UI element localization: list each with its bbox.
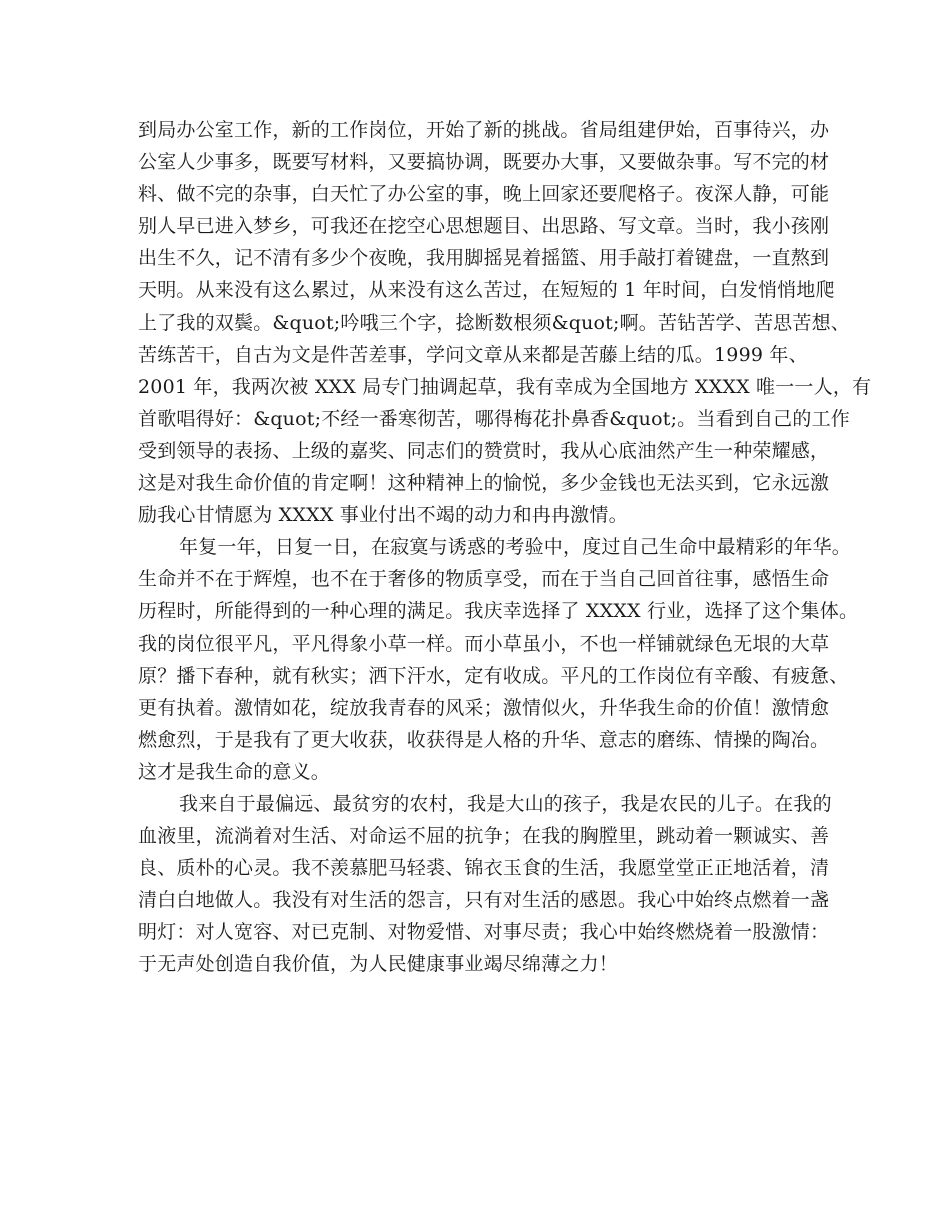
text-line: 更有执着。激情如花，绽放我青春的风采；激情似火，升华我生命的价值！激情愈 (138, 696, 830, 719)
text-line: 历程时，所能得到的一种心理的满足。我庆幸选择了 XXXX 行业，选择了这个集体。 (138, 600, 859, 623)
text-line: 天明。从来没有这么累过，从来没有这么苦过，在短短的 1 年时间，白发悄悄地爬 (138, 279, 835, 302)
text-line: 上了我的双鬓。&quot;吟哦三个字，捻断数根须&quot;啊。苦钻苦学、苦思苦想、 (138, 311, 850, 334)
text-line: 血液里，流淌着对生活、对命运不屈的抗争；在我的胸膛里，跳动着一颗诚实、善 (138, 825, 830, 848)
text-line: 清白白地做人。我没有对生活的怨言，只有对生活的感恩。我心中始终点燃着一盏 (138, 889, 830, 912)
text-line: 2001 年，我两次被 XXX 局专门抽调起草，我有幸成为全国地方 XXXX 唯一一人，有 (138, 375, 872, 398)
text-line: 别人早已进入梦乡，可我还在挖空心思想题目、出思路、写文章。当时，我小孩刚 (138, 215, 830, 238)
text-line: 公室人少事多，既要写材料，又要搞协调，既要办大事，又要做杂事。写不完的材 (138, 151, 830, 174)
text-line: 励我心甘情愿为 XXXX 事业付出不竭的动力和冉冉激情。 (138, 504, 628, 527)
paragraph-3 (138, 788, 832, 981)
text-line: 出生不久，记不清有多少个夜晚，我用脚摇晃着摇篮、用手敲打着键盘，一直熬到 (138, 247, 830, 270)
text-line: 我来自于最偏远、最贫穷的农村，我是大山的孩子，我是农民的儿子。在我的 (179, 792, 832, 815)
text-line: 年复一年，日复一日，在寂寞与诱惑的考验中，度过自己生命中最精彩的年华。 (179, 536, 852, 559)
text-line: 我的岗位很平凡，平凡得象小草一样。而小草虽小，不也一样铺就绿色无垠的大草 (138, 632, 830, 655)
text-line: 于无声处创造自我价值，为人民健康事业竭尽绵薄之力！ (138, 953, 619, 976)
text-line: 首歌唱得好：&quot;不经一番寒彻苦，哪得梅花扑鼻香&quot;。当看到自己的工作 (138, 407, 850, 430)
text-line: 良、质朴的心灵。我不羡慕肥马轻裘、锦衣玉食的生活，我愿堂堂正正地活着，清 (138, 857, 830, 880)
document-body (138, 114, 872, 981)
text-line: 这是对我生命价值的肯定啊！这种精神上的愉悦，多少金钱也无法买到，它永远激 (138, 472, 830, 495)
text-line: 明灯：对人宽容、对已克制、对物爱惜、对事尽责；我心中始终燃烧着一股激情： (138, 921, 830, 944)
paragraph-2 (138, 531, 859, 788)
text-line: 燃愈烈，于是我有了更大收获，收获得是人格的升华、意志的磨练、情操的陶冶。 (138, 728, 830, 751)
text-line: 苦练苦干，自古为文是件苦差事，学问文章从来都是苦藤上结的瓜。1999 年、 (138, 343, 808, 366)
text-line: 到局办公室工作，新的工作岗位，开始了新的挑战。省局组建伊始，百事待兴，办 (138, 119, 830, 141)
text-line: 原？播下春种，就有秋实；洒下汗水，定有收成。平凡的工作岗位有辛酸、有疲惫、 (138, 664, 849, 687)
text-line: 受到领导的表扬、上级的嘉奖、同志们的赞赏时，我从心底油然产生一种荣耀感， (138, 439, 830, 462)
paragraph-1 (138, 114, 872, 531)
text-line: 这才是我生命的意义。 (138, 760, 331, 783)
text-line: 料、做不完的杂事，白天忙了办公室的事，晚上回家还要爬格子。夜深人静，可能 (138, 183, 830, 206)
text-line: 生命并不在于辉煌，也不在于奢侈的物质享受，而在于当自己回首往事，感悟生命 (138, 568, 830, 591)
